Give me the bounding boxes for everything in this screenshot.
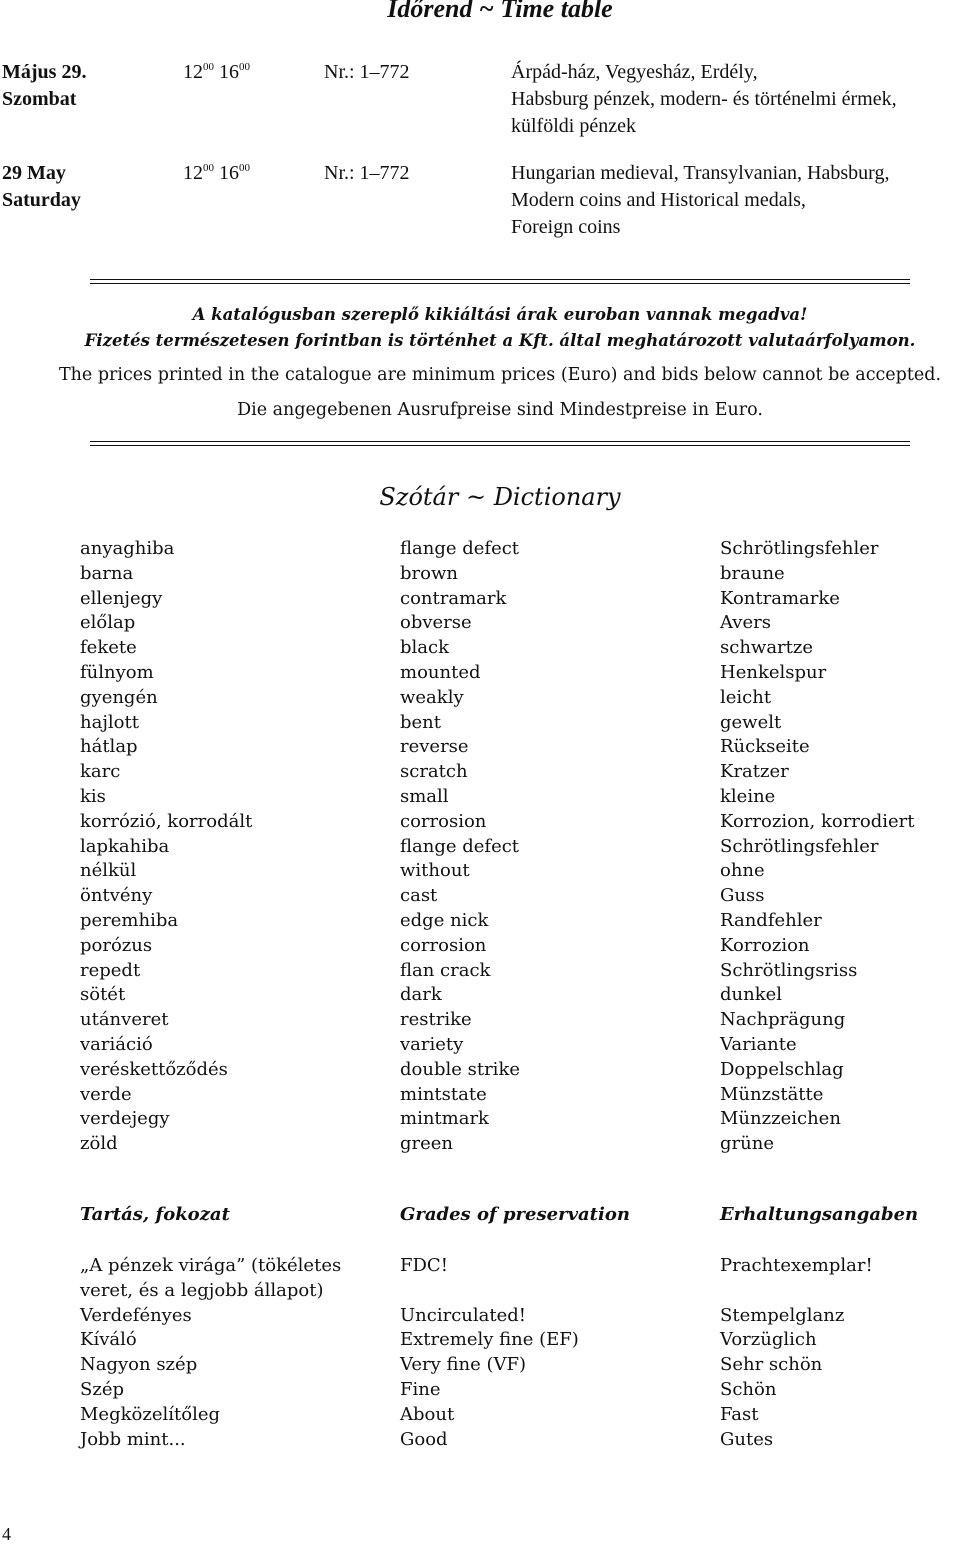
list-item: előlap bbox=[80, 612, 136, 634]
list-item: dunkel bbox=[720, 984, 783, 1006]
list-item: Verdefényes bbox=[80, 1304, 192, 1326]
list-item: Sehr schön bbox=[720, 1354, 823, 1376]
list-item: Stempelglanz bbox=[720, 1304, 845, 1326]
notice-hu-line2: Fizetés természetesen forintban is történhet a Kft. által meghatározott valutaárfolyamon. bbox=[84, 331, 916, 350]
schedule-weekday: Szombat bbox=[2, 88, 77, 110]
list-item: nélkül bbox=[80, 860, 137, 882]
list-item: Fast bbox=[720, 1403, 759, 1425]
list-item bbox=[720, 1279, 873, 1304]
list-item: green bbox=[400, 1133, 454, 1155]
list-item: Extremely fine (EF) bbox=[400, 1329, 579, 1351]
list-item: Schön bbox=[720, 1378, 777, 1400]
list-item: zöld bbox=[80, 1133, 118, 1155]
schedule-time bbox=[183, 160, 250, 187]
dictionary-title: Szótár ~ Dictionary bbox=[379, 483, 621, 511]
schedule-day: 29 May bbox=[2, 162, 66, 184]
page-number: 4 bbox=[2, 1524, 11, 1544]
list-item: variety bbox=[400, 1033, 464, 1055]
list-item: Schrötlingsfehler bbox=[720, 538, 879, 559]
schedule-day: Május 29. bbox=[2, 61, 87, 83]
list-item: gyengén bbox=[80, 686, 158, 708]
list-item: Henkelspur bbox=[720, 661, 827, 683]
list-item: Vorzüglich bbox=[720, 1329, 817, 1351]
list-item: schwartze bbox=[720, 637, 814, 659]
list-item: karc bbox=[80, 761, 121, 783]
list-item: barna bbox=[80, 562, 134, 584]
list-item: cast bbox=[400, 885, 438, 907]
list-item: fekete bbox=[80, 637, 137, 659]
list-item: Münzzeichen bbox=[720, 1108, 841, 1130]
list-item: leicht bbox=[720, 686, 772, 708]
list-item: Schrötlingsriss bbox=[720, 959, 858, 981]
grades-heading-de: Erhaltungsangaben bbox=[720, 1204, 919, 1225]
list-item: mintmark bbox=[400, 1108, 489, 1130]
list-item: mounted bbox=[400, 661, 481, 683]
list-item: Prachtexemplar! bbox=[720, 1255, 873, 1276]
time-end: 16 bbox=[219, 162, 239, 184]
list-item: double strike bbox=[400, 1058, 520, 1080]
list-item: Uncirculated! bbox=[400, 1304, 527, 1326]
list-item: utánveret bbox=[80, 1009, 169, 1031]
list-item: ellenjegy bbox=[80, 587, 163, 609]
schedule-weekday: Saturday bbox=[2, 189, 81, 211]
list-item: black bbox=[400, 637, 449, 659]
list-item: flange defect bbox=[400, 538, 520, 559]
double-rule-top bbox=[90, 279, 910, 284]
list-item: lapkahiba bbox=[80, 835, 170, 857]
list-item: Variante bbox=[720, 1033, 797, 1055]
list-item: Kíváló bbox=[80, 1329, 137, 1351]
list-item: Good bbox=[400, 1428, 448, 1450]
dictionary-de-column bbox=[720, 537, 915, 1157]
list-item: fülnyom bbox=[80, 661, 154, 683]
list-item: gewelt bbox=[720, 711, 782, 733]
grades-de-column bbox=[720, 1254, 873, 1452]
grades-heading-hu: Tartás, fokozat bbox=[80, 1204, 230, 1225]
grades-heading-en: Grades of preservation bbox=[400, 1204, 630, 1225]
description-line: Hungarian medieval, Transylvanian, Habsburg, bbox=[511, 162, 890, 184]
list-item: edge nick bbox=[400, 909, 489, 931]
list-item: mintstate bbox=[400, 1083, 487, 1105]
time-start: 12 bbox=[183, 61, 203, 83]
list-item: dark bbox=[400, 984, 442, 1006]
list-item: Korrozion bbox=[720, 934, 810, 956]
list-item: Avers bbox=[720, 612, 771, 634]
description-line: Habsburg pénzek, modern- és történelmi érmek, bbox=[511, 88, 897, 110]
list-item: corrosion bbox=[400, 934, 487, 956]
double-rule-bottom bbox=[90, 441, 910, 446]
list-item: weakly bbox=[400, 686, 464, 708]
list-item: variáció bbox=[80, 1033, 153, 1055]
description-line: Foreign coins bbox=[511, 216, 621, 238]
schedule-time bbox=[183, 59, 250, 86]
dictionary-en-column bbox=[400, 537, 520, 1157]
list-item: Gutes bbox=[720, 1428, 774, 1450]
description-line: Modern coins and Historical medals, bbox=[511, 189, 806, 211]
notice-en: The prices printed in the catalogue are minimum prices (Euro) and bids below cannot be accepted. bbox=[58, 365, 942, 385]
list-item: ohne bbox=[720, 860, 765, 882]
list-item: flange defect bbox=[400, 835, 520, 857]
list-item: Fine bbox=[400, 1378, 441, 1400]
dictionary-hu-column bbox=[80, 537, 252, 1157]
list-item: verde bbox=[80, 1083, 132, 1105]
time-end-minutes: 00 bbox=[239, 61, 250, 73]
list-item: Very fine (VF) bbox=[400, 1354, 526, 1376]
time-start-minutes: 00 bbox=[203, 61, 214, 73]
list-item: Megközelítőleg bbox=[80, 1403, 221, 1425]
list-item: repedt bbox=[80, 959, 141, 981]
description-line: Árpád-ház, Vegyesház, Erdély, bbox=[511, 61, 758, 83]
list-item: Jobb mint... bbox=[80, 1428, 186, 1450]
time-end-minutes: 00 bbox=[239, 162, 250, 174]
list-item: Szép bbox=[80, 1378, 124, 1400]
list-item: FDC! bbox=[400, 1255, 448, 1276]
grades-en-column bbox=[400, 1254, 579, 1452]
list-item: veret, és a legjobb állapot) bbox=[80, 1279, 324, 1301]
list-item: contramark bbox=[400, 587, 507, 609]
list-item: obverse bbox=[400, 612, 472, 634]
list-item: veréskettőződés bbox=[80, 1058, 228, 1080]
list-item: braune bbox=[720, 562, 785, 584]
page-title: Időrend ~ Time table bbox=[387, 0, 613, 23]
notice-hu-line1: A katalógusban szereplő kikiáltási árak euroban vannak megadva! bbox=[192, 305, 808, 324]
list-item: reverse bbox=[400, 736, 469, 758]
time-start: 12 bbox=[183, 162, 203, 184]
list-item: öntvény bbox=[80, 885, 153, 907]
list-item: hátlap bbox=[80, 736, 138, 758]
list-item: small bbox=[400, 785, 449, 807]
list-item: flan crack bbox=[400, 959, 491, 981]
list-item: restrike bbox=[400, 1009, 472, 1031]
list-item: Kontramarke bbox=[720, 587, 840, 609]
schedule-description bbox=[511, 160, 889, 241]
list-item: brown bbox=[400, 562, 458, 584]
list-item: Guss bbox=[720, 885, 765, 907]
grades-hu-column bbox=[80, 1254, 341, 1452]
list-item: sötét bbox=[80, 984, 126, 1006]
list-item: „A pénzek virága” (tökéletes bbox=[80, 1255, 342, 1276]
list-item: Rückseite bbox=[720, 736, 810, 758]
list-item: Nagyon szép bbox=[80, 1354, 198, 1376]
notice-de: Die angegebenen Ausrufpreise sind Mindestpreise in Euro. bbox=[237, 400, 763, 420]
list-item: Schrötlingsfehler bbox=[720, 835, 879, 857]
list-item: Randfehler bbox=[720, 909, 822, 931]
list-item: Münzstätte bbox=[720, 1083, 824, 1105]
schedule-description bbox=[511, 59, 897, 140]
list-item: grüne bbox=[720, 1133, 774, 1155]
list-item: korrózió, korrodált bbox=[80, 810, 253, 832]
list-item: corrosion bbox=[400, 810, 487, 832]
list-item: scratch bbox=[400, 761, 468, 783]
list-item: without bbox=[400, 860, 470, 882]
description-line: külföldi pénzek bbox=[511, 115, 636, 137]
list-item: peremhiba bbox=[80, 909, 179, 931]
list-item: kleine bbox=[720, 785, 776, 807]
list-item: porózus bbox=[80, 934, 153, 956]
time-end: 16 bbox=[219, 61, 239, 83]
schedule-lots: Nr.: 1–772 bbox=[324, 162, 410, 184]
list-item: hajlott bbox=[80, 711, 139, 733]
list-item: Doppelschlag bbox=[720, 1058, 844, 1080]
list-item: verdejegy bbox=[80, 1108, 170, 1130]
list-item: anyaghiba bbox=[80, 538, 175, 559]
list-item bbox=[400, 1279, 579, 1304]
list-item: Kratzer bbox=[720, 761, 789, 783]
list-item: Korrozion, korrodiert bbox=[720, 810, 915, 832]
time-start-minutes: 00 bbox=[203, 162, 214, 174]
list-item: Nachprägung bbox=[720, 1009, 846, 1031]
list-item: About bbox=[400, 1403, 455, 1425]
list-item: bent bbox=[400, 711, 442, 733]
schedule-lots: Nr.: 1–772 bbox=[324, 61, 410, 83]
list-item: kis bbox=[80, 785, 106, 807]
